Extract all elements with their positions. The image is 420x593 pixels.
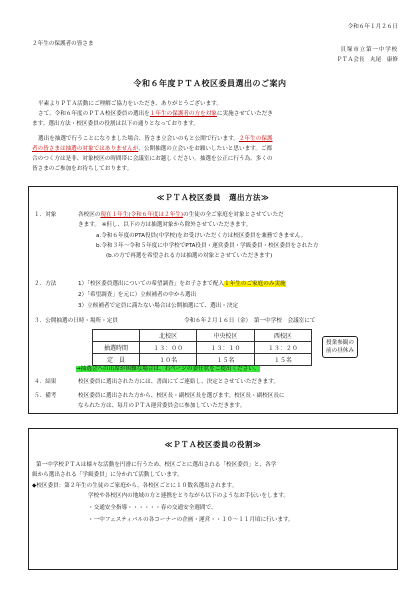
capacity-west: １５名	[254, 354, 311, 366]
remark-label: ５．備考	[34, 393, 57, 399]
page-title: 令和６年度ＰＴＡ校区委員選出のご案内	[133, 79, 287, 88]
role-line-3: ◆校区委員：第２年生の生徒のご家庭から、各校区ごとに１０数名選出されます。	[32, 483, 238, 489]
addressee: ２年生の保護者の皆さま	[32, 41, 94, 47]
date: 令和６年１月２６日	[347, 24, 398, 30]
row-label-capacity: 定 員	[93, 354, 140, 366]
selection-method-heading: ≪ＰＴＡ校区委員 選出方法≫	[156, 193, 270, 202]
table-header-north: 北校区	[140, 330, 197, 342]
method-step-1: 1）「校区委員選出についての希望調査」をお子さまで配入１年生のご家庭のみ実施	[78, 281, 286, 287]
intro-line-6: 合のつく方は是非、対象校区の時間帯に会議室にお越しください。抽選を公正に行う為、多くの	[32, 156, 273, 162]
lottery-label: ３．公開抽選の日時・場所・定員	[34, 318, 118, 324]
intro-target-underline: １年生の保護者の方を対象	[149, 111, 217, 117]
intro-line-2: さて、令和６年度のＰＴＡ校区委員の選出を１年生の保護者の方を対象に実施させていただき	[38, 111, 273, 117]
result-label: ４．結果	[34, 379, 57, 385]
time-north: １３：００	[140, 342, 197, 354]
lottery-schedule-table	[92, 329, 312, 366]
intro-line-4: 選出を抽選で行うことになりました場合、皆さま立会いのもと公開で行います。２年生の保護	[38, 136, 273, 142]
role-line-5: ・交通安全指導・・・・・・春の交通安全週間で、	[88, 505, 217, 511]
role-line-4: 学校や各校区内の地域の方と連携をとりながら以下のようなお手伝いをします。	[88, 493, 289, 499]
exclusion-a: a.令和６年度のPTA役員(中学校)をお受けいただく方は校区委員を兼務できません。	[96, 233, 307, 239]
result-text: 校区委員に選出された方には、書面にてご連絡し、決定とさせていただきます。	[78, 379, 279, 385]
row-label-time: 抽選時間	[93, 342, 140, 354]
first-year-only-highlight: １年生のご家庭のみ実施	[224, 281, 286, 287]
target-line-2: きます。 ※但し、以下の方は抽選対象から除外させていただきます。	[78, 222, 252, 228]
lunch-break-note: 授業参観の 前の昼休み	[322, 336, 358, 358]
exclusion-b-note: (b.の方で再選を希望される方は抽選の対象とさせていただきます)	[106, 253, 273, 259]
remark-line-1: 校区委員に選出された方から、校区長・副校区長を選びます。校区長・副校区長に	[78, 393, 285, 399]
sender: ＰＴＡ会長 丸尾 康修	[336, 57, 398, 63]
time-west: １３：２０	[254, 342, 311, 354]
exclusion-b: b.令和３年～令和５年度に中学校でPTA役員・運営委員・学級委員・校区委員をされた方	[96, 243, 319, 249]
intro-line-3: ます。選出方法・校区委員の役割は以下の通りとなっております。	[32, 121, 199, 127]
proxy-notice: →抽選会への出席が困難な場合は、右ページの委任状をご提出ください。	[76, 366, 260, 372]
method-step-2: 2）「希望調査」を元に）立候補者の中から選出	[78, 292, 197, 298]
table-corner	[93, 330, 140, 342]
capacity-north: １０名	[140, 354, 197, 366]
remark-line-2: なられた方は、毎月のＰＴＡ運営委員会に参加していただきます。	[78, 403, 246, 409]
method-label: ２．方法	[34, 281, 57, 287]
table-header-row	[93, 330, 312, 342]
table-header-west: 西校区	[254, 330, 311, 342]
method-step-3: 3）立候補者で定員に満たない場合は公開抽選にて、選出・決定	[78, 303, 239, 309]
intro-line-7: 皆さまのご参加をお待ちしております。	[32, 166, 133, 172]
committee-role-heading: ≪ＰＴＡ校区委員の役割≫	[164, 440, 262, 449]
table-header-central: 中央校区	[197, 330, 254, 342]
capacity-central: １５名	[197, 354, 254, 366]
intro-line-5: 者の皆さまは抽選の対象ではありませんが、公開抽選の立会いをお願いしたいと思います。ご都	[32, 146, 273, 152]
table-row	[93, 342, 312, 354]
role-line-6: ・一中フェスティバルの各コーナーの企画・運営・・１０～１１月頃に行います。	[88, 517, 294, 523]
school-name: 貝塚市立第一中学校	[340, 47, 398, 53]
time-central: １３：１０	[197, 342, 254, 354]
target-line-1: 各校区の現在１年生(令和６年度は２年生)の生徒の全ご家庭を対象とさせていただ	[78, 212, 284, 218]
role-line-1: 第一中学校ＰＴＡは様々な活動を円滑に行うため、校区ごとに選出される「校区委員」と、各学	[36, 462, 277, 468]
lottery-date: 令和６年２月１６日（金） 第一中学校 会議室にて	[184, 318, 316, 324]
table-row	[93, 354, 312, 366]
intro-line-1: 平素よりＰＴＡ活動にご理解ご協力をいただき、ありがとうございます。	[38, 101, 222, 107]
target-label: １．対象	[34, 212, 57, 218]
role-line-2: 級から選出される「学級委員」に分かれて活動しています。	[32, 472, 183, 478]
